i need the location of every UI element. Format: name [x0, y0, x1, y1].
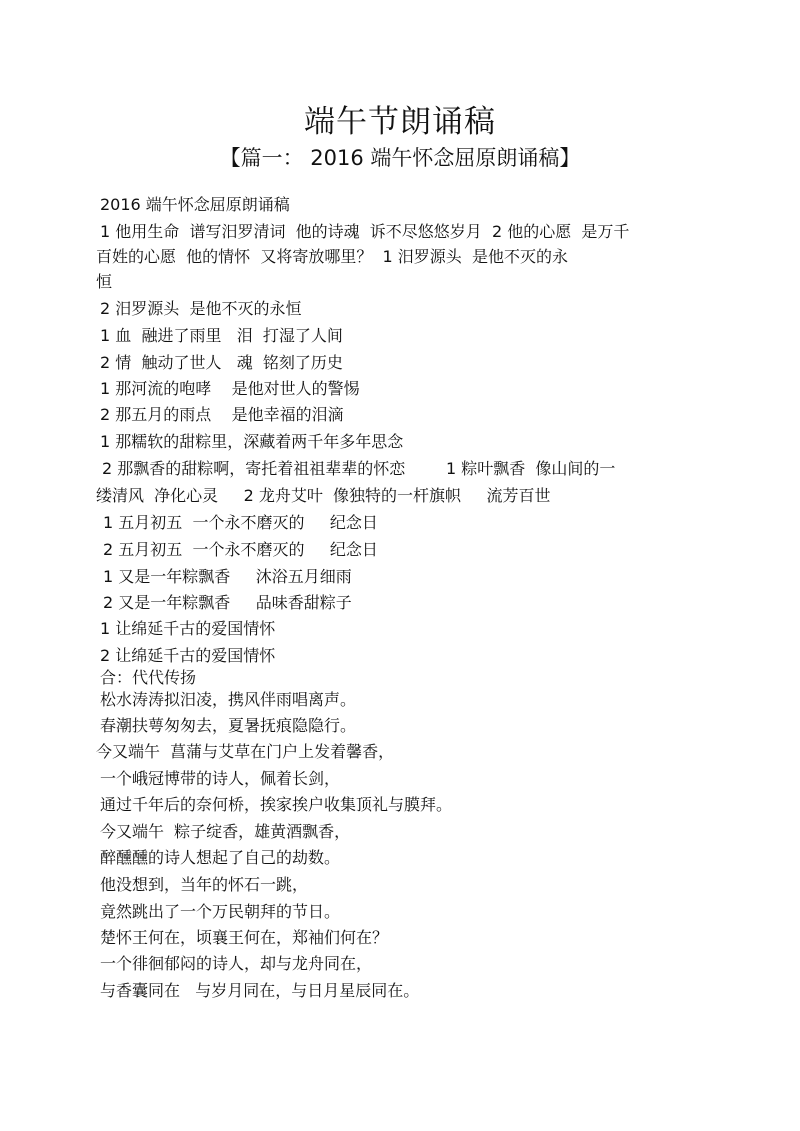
text-line: 楚怀王何在，顷襄王何在，郑袖们何在？ — [100, 928, 389, 947]
text-line: 2016 端午怀念屈原朗诵稿 — [100, 195, 290, 214]
text-line: 2 汨罗源头 是他不灭的永恒 — [100, 299, 302, 318]
text-line: 1 又是一年粽飘香 沐浴五月细雨 — [103, 567, 352, 586]
text-line: 2 五月初五 一个永不磨灭的 纪念日 — [103, 540, 378, 559]
text-line: 他没想到，当年的怀石一跳， — [100, 875, 309, 894]
text-line: 1 五月初五 一个永不磨灭的 纪念日 — [103, 513, 378, 532]
text-line: 与香囊同在 与岁月同在，与日月星辰同在。 — [100, 981, 420, 1000]
text-line: 通过千年后的奈何桥，挨家挨户收集顶礼与膜拜。 — [100, 795, 453, 814]
text-line: 一个徘徊郁闷的诗人，却与龙舟同在， — [100, 954, 373, 973]
text-line: 1 他用生命 谱写汨罗清词 他的诗魂 诉不尽悠悠岁月 2 他的心愿 是万千 — [100, 222, 630, 241]
text-line: 春潮扶萼匆匆去，夏暑抚痕隐隐行。 — [100, 716, 357, 735]
text-line: 2 那飘香的甜粽啊，寄托着祖祖辈辈的怀恋 1 粽叶飘香 像山间的一 — [102, 459, 616, 478]
text-line: 2 又是一年粽飘香 品味香甜粽子 — [103, 593, 352, 612]
text-line: 缕清风 净化心灵 2 龙舟艾叶 像独特的一杆旗帜 流芳百世 — [96, 486, 551, 505]
text-line: 恒 — [96, 272, 113, 291]
text-line: 2 那五月的雨点 是他幸福的泪滴 — [100, 405, 344, 424]
text-line: 1 那糯软的甜粽里，深藏着两千年多年思念 — [100, 432, 404, 451]
document-subtitle: 【篇一： 2016 端午怀念屈原朗诵稿】 — [219, 146, 581, 170]
text-line: 今又端午 菖蒲与艾草在门户上发着馨香， — [96, 742, 395, 761]
text-line: 2 情 触动了世人 魂 铭刻了历史 — [100, 353, 343, 372]
document-title: 端午节朗诵稿 — [304, 104, 496, 140]
text-line: 一个峨冠博带的诗人，佩着长剑， — [100, 769, 341, 788]
text-line: 松水涛涛拟汨凌，携风伴雨唱离声。 — [100, 690, 357, 709]
text-line: 百姓的心愿 他的情怀 又将寄放哪里？ 1 汨罗源头 是他不灭的永 — [96, 247, 568, 266]
text-line: 合：代代传扬 — [100, 668, 197, 687]
text-line: 1 让绵延千古的爱国情怀 — [100, 619, 276, 638]
text-line: 1 那河流的咆哮 是他对世人的警惕 — [100, 379, 360, 398]
text-line: 醉醺醺的诗人想起了自己的劫数。 — [100, 848, 341, 867]
text-line: 2 让绵延千古的爱国情怀 — [100, 646, 276, 665]
text-line: 竟然跳出了一个万民朝拜的节日。 — [100, 902, 341, 921]
text-line: 今又端午 粽子绽香，雄黄酒飘香， — [100, 822, 351, 841]
text-line: 1 血 融进了雨里 泪 打湿了人间 — [100, 326, 343, 345]
